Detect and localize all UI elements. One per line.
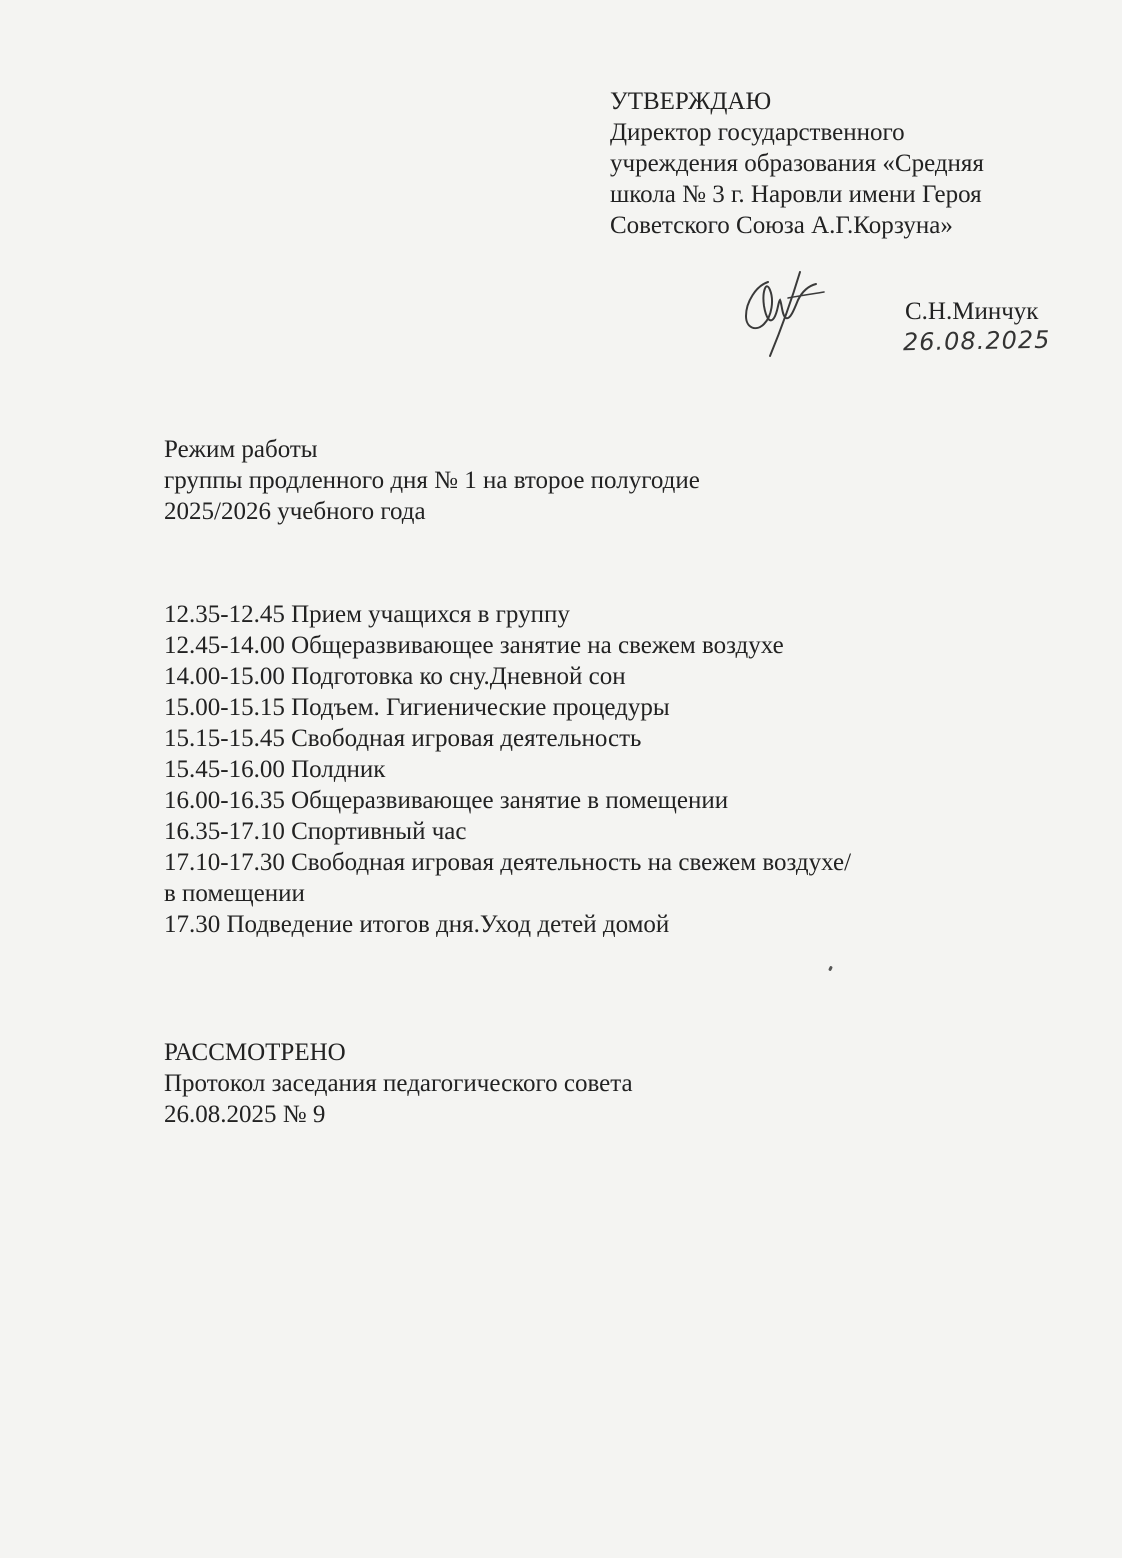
considered-heading: РАССМОТРЕНО xyxy=(164,1039,346,1066)
schedule-item: 17.10-17.30 Свободная игровая деятельность на свежем воздухе/ xyxy=(164,849,852,876)
approval-line: Директор государственного xyxy=(610,119,905,146)
schedule-item: 12.35-12.45 Прием учащихся в группу xyxy=(164,601,570,628)
approval-line: Советского Союза А.Г.Корзуна» xyxy=(610,212,953,239)
schedule-list xyxy=(164,599,851,940)
schedule-item: 16.00-16.35 Общеразвивающее занятие в помещении xyxy=(164,787,729,814)
title-line: 2025/2026 учебного года xyxy=(164,498,426,525)
document-title xyxy=(164,434,700,527)
schedule-item: 15.45-16.00 Полдник xyxy=(164,756,386,783)
considered-line: Протокол заседания педагогического совета xyxy=(164,1070,633,1097)
schedule-item: 15.15-15.45 Свободная игровая деятельность xyxy=(164,725,642,752)
title-line: группы продленного дня № 1 на второе полугодие xyxy=(164,467,700,494)
handwritten-date: 26.08.2025 xyxy=(902,325,1051,357)
schedule-item: 14.00-15.00 Подготовка ко сну.Дневной сон xyxy=(164,663,626,690)
schedule-item: 15.00-15.15 Подъем. Гигиенические процедуры xyxy=(164,694,670,721)
considered-block xyxy=(164,1037,633,1130)
schedule-item: 16.35-17.10 Спортивный час xyxy=(164,818,467,845)
approval-heading: УТВЕРЖДАЮ xyxy=(610,88,772,115)
approval-block xyxy=(610,86,984,241)
schedule-item: 12.45-14.00 Общеразвивающее занятие на свежем воздухе xyxy=(164,632,784,659)
schedule-item: 17.30 Подведение итогов дня.Уход детей домой xyxy=(164,911,670,938)
handwritten-signature xyxy=(732,262,832,362)
scan-speck xyxy=(828,966,833,972)
signer-name: С.Н.Минчук xyxy=(905,298,1039,325)
approval-line: школа № 3 г. Наровли имени Героя xyxy=(610,181,982,208)
title-line: Режим работы xyxy=(164,436,318,463)
approval-line: учреждения образования «Средняя xyxy=(610,150,984,177)
considered-line: 26.08.2025 № 9 xyxy=(164,1101,326,1128)
schedule-item: в помещении xyxy=(164,880,305,907)
